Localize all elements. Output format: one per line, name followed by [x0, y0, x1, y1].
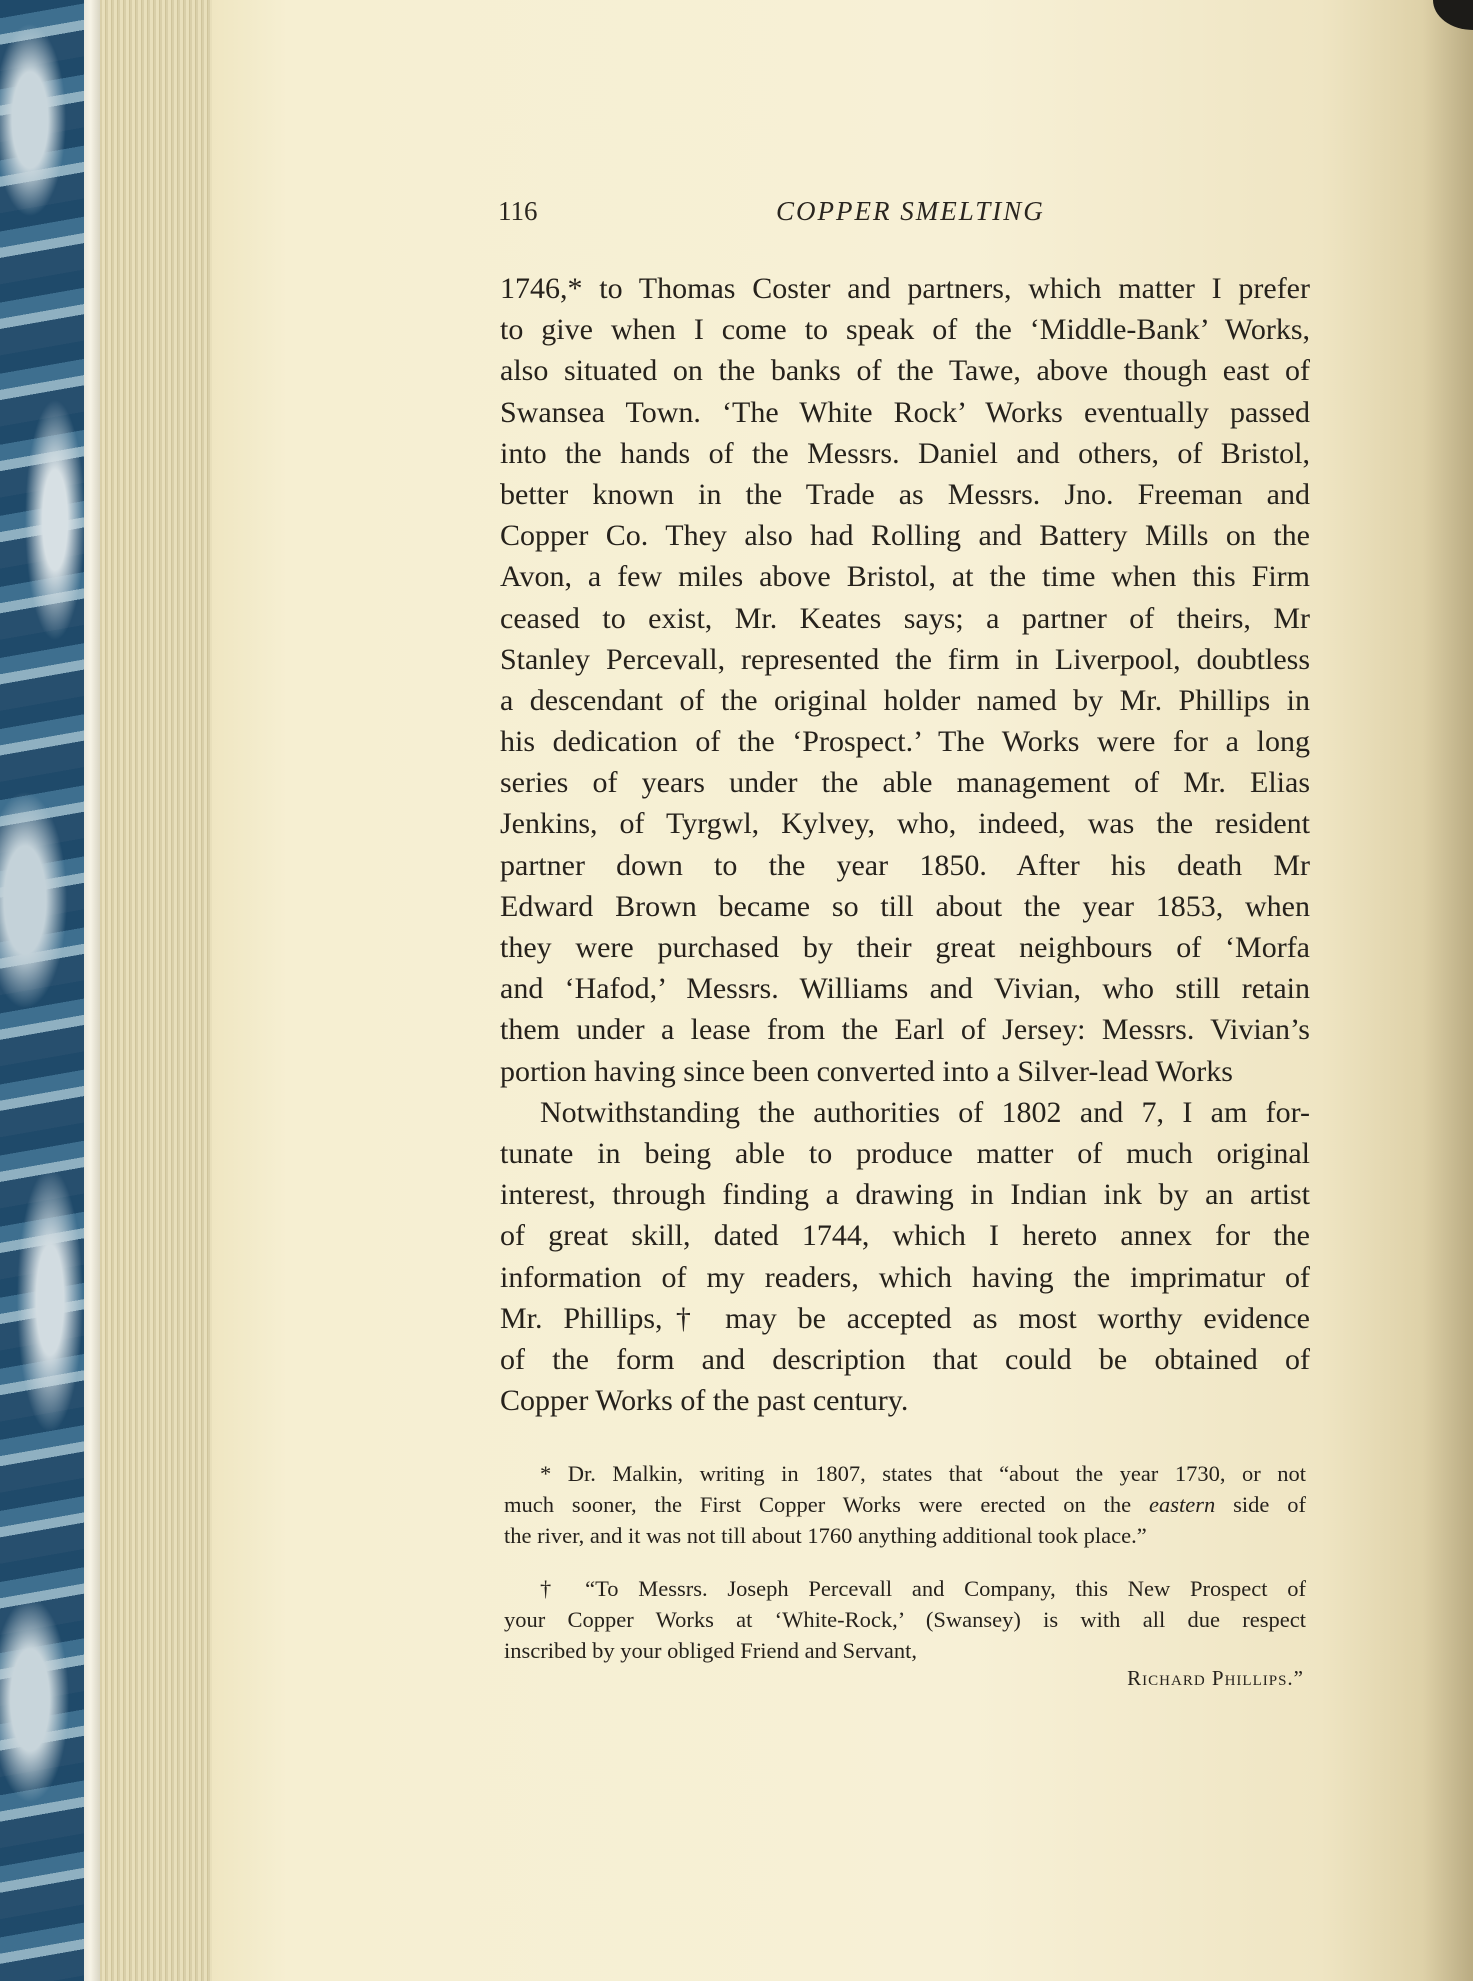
footnote-line: † “To Messrs. Joseph Percevall and Company, this New Prospect of: [540, 1576, 1306, 1601]
page-block-edge: [100, 0, 212, 1981]
text-line: tunate in being able to produce matter of much original: [500, 1136, 1310, 1170]
text-line: they were purchased by their great neighbours of ‘Morfa: [500, 931, 1310, 964]
text-line: his dedication of the ‘Prospect.’ The Works were for a long: [500, 725, 1310, 759]
text-line: partner down to the year 1850. After his death Mr: [500, 848, 1310, 882]
page-header: [498, 196, 1062, 236]
signature: Richard Phillips.”: [1127, 1666, 1304, 1690]
text-line: also situated on the banks of the Tawe, above though east of: [500, 354, 1310, 388]
text-line: Avon, a few miles above Bristol, at the time when this Firm: [500, 560, 1310, 594]
text-line: Copper Co. They also had Rolling and Battery Mills on the: [500, 519, 1310, 553]
text-line: a descendant of the original holder named by Mr. Phillips in: [500, 683, 1310, 717]
text-line: Mr. Phillips,† may be accepted as most worthy evidence: [500, 1301, 1310, 1335]
main-text: [500, 268, 1310, 1421]
page-corner-shadow: [1433, 0, 1473, 30]
footnote-malkin: [504, 1458, 1306, 1551]
text-line: portion having since been converted into a Silver-lead Works: [500, 1054, 1233, 1088]
text-line: better known in the Trade as Messrs. Jno. Freeman and: [500, 477, 1310, 511]
text-line: ceased to exist, Mr. Keates says; a partner of theirs, Mr: [500, 601, 1310, 635]
footnote-line: * Dr. Malkin, writing in 1807, states that “about the year 1730, or not: [540, 1461, 1306, 1486]
footnote-line: your Copper Works at ‘White-Rock,’ (Swansey) is with all due respect: [504, 1607, 1306, 1632]
footnote-line: the river, and it was not till about 1760 anything additional took place.”: [504, 1523, 1147, 1548]
footnotes: [504, 1458, 1306, 1694]
text-line: Swansea Town. ‘The White Rock’ Works eventually passed: [500, 395, 1310, 429]
footnote-line: inscribed by your obliged Friend and Servant,: [504, 1638, 918, 1663]
binding-edge: [84, 0, 100, 1981]
text-line: Stanley Percevall, represented the firm in Liverpool, doubtless: [500, 642, 1310, 676]
footnote-text: side of: [1215, 1492, 1306, 1517]
footnote-line: [504, 1489, 1306, 1520]
text-line: and ‘Hafod,’ Messrs. Williams and Vivian, who still retain: [500, 972, 1310, 1006]
text-line: them under a lease from the Earl of Jersey: Messrs. Vivian’s: [500, 1013, 1310, 1047]
text-line: interest, through finding a drawing in Indian ink by an artist: [500, 1178, 1310, 1212]
footnote-italic-word: eastern: [1148, 1492, 1216, 1517]
text-line: to give when I come to speak of the ‘Middle-Bank’ Works,: [500, 313, 1310, 347]
footnote-dedication: [504, 1573, 1306, 1694]
paragraph-start-line: Notwithstanding the authorities of 1802 and 7, I am for-: [540, 1095, 1310, 1129]
text-line: 1746,* to Thomas Coster and partners, which matter I prefer: [500, 272, 1310, 305]
text-line: Copper Works of the past century.: [500, 1384, 909, 1418]
footnote-text: much sooner, the First Copper Works were erected on the: [504, 1492, 1149, 1517]
marbled-endpaper: [0, 0, 84, 1981]
text-line: series of years under the able management of Mr. Elias: [500, 766, 1310, 800]
text-line: into the hands of the Messrs. Daniel and others, of Bristol,: [500, 436, 1310, 470]
page-number: 116: [498, 196, 538, 226]
text-line: of the form and description that could be obtained of: [500, 1342, 1310, 1376]
text-line: of great skill, dated 1744, which I hereto annex for the: [500, 1219, 1310, 1253]
text-line: information of my readers, which having the imprimatur of: [500, 1260, 1310, 1294]
text-line: Jenkins, of Tyrgwl, Kylvey, who, indeed, was the resident: [500, 807, 1310, 841]
running-head: COPPER SMELTING: [776, 196, 1045, 226]
text-line: Edward Brown became so till about the year 1853, when: [500, 889, 1310, 923]
